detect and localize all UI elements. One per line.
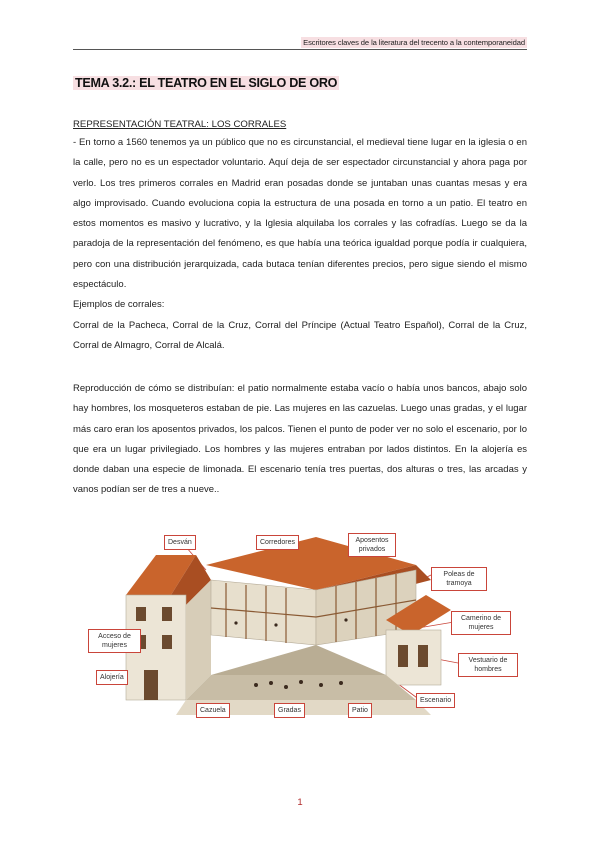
running-header: Escritores claves de la literatura del trecento a la contemporaneidad — [303, 38, 525, 47]
label-patio: Patio — [348, 703, 372, 718]
label-acceso: Acceso de mujeres — [88, 629, 141, 653]
header-divider — [73, 49, 527, 50]
stage-house — [386, 630, 441, 685]
page-title: TEMA 3.2.: EL TEATRO EN EL SIGLO DE ORO — [75, 76, 338, 90]
examples-heading: Ejemplos de corrales: — [73, 299, 165, 311]
label-vestuario: Vestuario de hombres — [458, 653, 518, 677]
label-desvan: Desván — [164, 535, 196, 550]
label-gradas: Gradas — [274, 703, 305, 718]
label-alojeria: Alojería — [96, 670, 128, 685]
label-escenario: Escenario — [416, 693, 455, 708]
section-subtitle: REPRESENTACIÓN TEATRAL: LOS CORRALES — [73, 119, 287, 130]
label-camerino: Camerino de mujeres — [451, 611, 511, 635]
page-number: 1 — [297, 797, 303, 808]
paragraph-distribution: Reproducción de cómo se distribuían: el patio normalmente estaba vacío o había unos bancos, abajo solo hay hombres, los mosqueteros estaban de pie. Las mujeres en las cazuelas. Luego unas gradas, y el lugar más caro eran los aposentos privados, los palcos. Tienen el punto de poder ver no solo el escenario, por lo que era un lugar privilegiado. Los hombres y las mujeres entraban por lados distintos. En la alojería es donde daban una especie de limonada. El escenario tenía tres puertas, dos alturas o tres, las arcadas y vanos podían ser de tres a nueve.. — [73, 383, 527, 496]
label-cazuela: Cazuela — [196, 703, 230, 718]
examples-text: Corral de la Pacheca, Corral de la Cruz, Corral del Príncipe (Actual Teatro Español), Corral de la Cruz, Corral de Almagro, Corral de Alcalá. — [73, 319, 527, 351]
patio-floor — [186, 675, 416, 700]
corral-illustration — [86, 525, 526, 730]
label-corredores: Corredores — [256, 535, 299, 550]
paragraph-public — [73, 133, 527, 356]
paragraph-public-text: - En torno a 1560 tenemos ya un público que no es circunstancial, el medieval tiene lugar en la iglesia o en la calle, pero no es un espectador voluntario. Aquí deja de ser espectador circunstancial y ahora paga por verlo. Los tres primeros corrales en Madrid eran posadas donde se juntaban unas cuantas mesas y era algo improvisado. Cuando evoluciona copia la estructura de una posada en torno a un patio. El teatro en estos momentos es masivo y lucrativo, y la Iglesia alquilaba los corrales y las cofradías. Luego se da la paradoja de la representación del fenómeno, es que había una teórica igualdad porque podía ir cualquiera, pero con una distribución jerarquizada, cada butaca tenían diferentes precios, pero sigue siendo el mismo espectáculo. — [73, 137, 527, 291]
label-poleas: Poleas de tramoya — [431, 567, 487, 591]
label-aposentos: Aposentos privados — [348, 533, 396, 557]
